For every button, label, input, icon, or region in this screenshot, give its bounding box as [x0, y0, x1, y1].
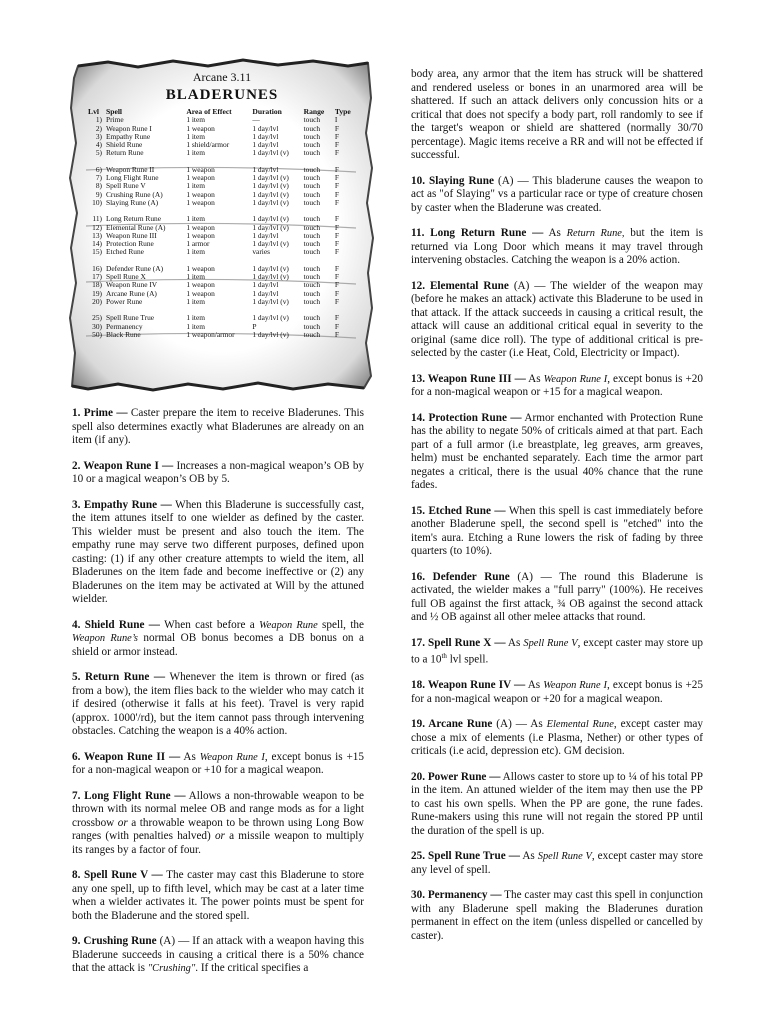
spell-range: touch [303, 115, 321, 125]
spell-name: Weapon Rune II [106, 164, 155, 174]
spell-name: Arcane Rune (A) [106, 288, 157, 298]
spell-range: touch [303, 164, 321, 174]
spell-level: 9) [95, 189, 102, 199]
spell-type: F [334, 239, 339, 249]
spell-area: 1 item [186, 148, 205, 158]
spell-area: 1 weapon [186, 280, 215, 290]
spell-desc-2 [72, 460, 364, 487]
spell-area: 1 weapon [186, 197, 215, 207]
spell-heading: 6. Weapon Rune II — [72, 750, 181, 763]
table-row [86, 248, 358, 256]
spell-area: 1 weapon [186, 123, 215, 133]
spell-desc-19 [411, 718, 703, 759]
spell-duration: 1 day/lvl (v) [252, 181, 289, 191]
spell-desc-6 [72, 751, 364, 778]
spell-reference: "Crushing" [147, 963, 196, 974]
col-header-duration: Duration [252, 107, 282, 116]
spell-type: F [334, 189, 339, 199]
spell-area: 1 item [186, 115, 205, 125]
spell-duration: 1 day/lvl [252, 280, 279, 290]
spell-duration: P [252, 321, 257, 331]
spell-range: touch [303, 329, 321, 339]
spell-range: touch [303, 148, 321, 158]
spell-duration: 1 day/lvl (v) [252, 263, 289, 273]
spell-heading: 12. Elemental Rune [411, 279, 509, 292]
spell-type: F [334, 329, 339, 339]
spell-area: 1 weapon [186, 230, 215, 240]
spell-name: Etched Rune [106, 247, 144, 257]
spell-level: 14) [92, 239, 102, 249]
spell-range: touch [303, 123, 321, 133]
spell-name: Spell Rune V [106, 181, 146, 191]
table-row [86, 149, 358, 157]
spell-reference: Weapon Rune I [543, 680, 607, 692]
spell-heading: 7. Long Flight Rune — [72, 789, 186, 802]
spell-duration: 1 day/lvl (v) [252, 173, 289, 183]
spell-text: The caster may cast this spell in conjunction with any Bladerune spell making the Bladerunes duration permanent in effect on the item (unless dispelled or cancelled by caster). [411, 889, 703, 942]
spell-desc-7 [72, 790, 364, 858]
spell-desc-20 [411, 771, 703, 839]
spell-range: touch [303, 181, 321, 191]
spell-text: spell, the [317, 618, 364, 631]
list-subtitle: Arcane 3.11 [192, 70, 252, 84]
spell-text: The caster may cast this Bladerune to store any one spell, up to fifth level, which may be cast at a later time when a wielder activates it. The power points must be spent for both the Bladerune and the stored spell. [72, 869, 365, 922]
spell-name: Elemental Rune (A) [106, 222, 166, 232]
spell-desc-1 [72, 407, 364, 448]
spell-name: Protection Rune [106, 239, 154, 249]
spell-desc-9 [72, 935, 364, 976]
spell-area: 1 item [186, 313, 205, 323]
spell-range: touch [303, 247, 321, 257]
spell-type: F [334, 263, 339, 273]
spell-type: F [334, 123, 339, 133]
spell-text: body area, any armor that the item has struck will be shattered and rendered useless or bones in an unarmored area will be shattered. If such an attack delivers only concussion hits or a critical that does not specify a body part, roll randomly to see if the target's weapon or shield are shattered (normally 30/70 percentage). Magic items receive a RR and will not be effected if successful. [411, 68, 703, 161]
spell-text: Whenever the item is thrown or fired (as from a bow), the item flies back to the wielder who may catch it if desired (otherwise it falls at his feet). Travel is very rapid (approx. 1000'/rd), but the item cannot pass through intervening obstacles. Catching the weapon is a 40% action. [72, 671, 365, 737]
spell-name: Slaying Rune (A) [106, 197, 159, 207]
spell-duration: 1 day/lvl [252, 140, 279, 150]
emphasis-or: or [117, 816, 128, 829]
spell-text: , except caster may store any level of spell. [411, 850, 703, 876]
spell-level: 6) [95, 164, 102, 174]
spell-desc-17 [411, 637, 703, 668]
spell-area: 1 weapon/armor [186, 329, 235, 339]
spell-heading: 30. Permanency — [411, 889, 502, 902]
right-column [411, 68, 703, 955]
spell-text: , except bonus is +20 for a non-magical weapon or +15 for a magical weapon. [411, 372, 703, 398]
spell-heading: 8. Spell Rune V — [72, 869, 163, 881]
spell-reference: Elemental Rune [546, 719, 614, 731]
spell-text: Allows caster to store up to ¼ of his total PP in the item. An attuned wielder of the item may then use the PP to cast his own spells. When the PP are gone, the rune fades. Rune-makers using this rune will not regain the stored PP until the duration of the spell is up. [411, 770, 703, 837]
col-header-area: Area of Effect [186, 107, 232, 116]
spell-duration: 1 day/lvl (v) [252, 313, 289, 323]
spell-type: F [334, 140, 339, 150]
spell-name: Empathy Rune [106, 131, 151, 141]
spell-level: 7) [95, 173, 102, 183]
spell-duration: 1 day/lvl (v) [252, 214, 289, 224]
spell-area: 1 weapon [186, 288, 215, 298]
spell-text: As [525, 372, 544, 385]
spell-name: Spell Rune X [106, 272, 146, 282]
spell-level: 30) [92, 321, 102, 331]
spell-heading: 4. Shield Rune — [72, 618, 160, 631]
spell-level: 17) [92, 272, 102, 282]
spell-heading: 3. Empathy Rune — [72, 498, 172, 511]
spell-range: touch [303, 296, 321, 306]
spell-type: F [334, 222, 339, 232]
spell-area: 1 item [186, 214, 205, 224]
table-row [86, 199, 358, 207]
spell-level: 3) [95, 131, 102, 141]
list-title: BLADERUNES [165, 87, 279, 103]
spell-text: Allows a non-throwable weapon to be thrown with its normal melee OB and range mods as for a light crossbow [72, 789, 364, 829]
col-header-type: Type [334, 107, 351, 116]
spell-name: Long Return Rune [106, 214, 162, 224]
spell-reference: Spell Rune V [523, 637, 578, 649]
spell-type: F [334, 280, 339, 290]
spell-name: Weapon Rune IV [106, 280, 158, 290]
spell-range: touch [303, 173, 321, 183]
spell-name: Long Flight Rune [106, 173, 159, 183]
spell-type: F [334, 197, 339, 207]
spell-level: 4) [95, 140, 102, 150]
spell-text: As [505, 636, 524, 649]
spell-level: 8) [95, 181, 102, 191]
spell-text: . If the critical specifies a [195, 962, 309, 974]
spell-range: touch [303, 239, 321, 249]
spell-duration: 1 day/lvl [252, 131, 279, 141]
spell-desc-3 [72, 499, 364, 607]
spell-area: 1 weapon [186, 164, 215, 174]
spell-name: Weapon Rune III [106, 230, 157, 240]
spell-type: F [334, 313, 339, 323]
spell-area: 1 weapon [186, 173, 215, 183]
spell-text: (A) — If an attack with a weapon having this Bladerune succeeds in causing a critical there is a 50% chance that the attack is [72, 935, 364, 974]
spell-desc-12 [411, 280, 703, 361]
spell-duration: 1 day/lvl (v) [252, 197, 289, 207]
spell-heading: 2. Weapon Rune I — [72, 459, 174, 472]
spell-level: 20) [92, 296, 102, 306]
spell-type: F [334, 214, 339, 224]
spell-range: touch [303, 280, 321, 290]
spell-level: 10) [92, 197, 102, 207]
spell-text: , except bonus is +15 for a non-magical weapon or +10 for a magical weapon. [72, 750, 364, 776]
spell-duration: 1 day/lvl (v) [252, 329, 289, 339]
spell-heading: 20. Power Rune — [411, 770, 501, 783]
spell-text: When this spell is cast immediately before another Bladerune spell, the second spell is "etched" into the item's aura. Etching a Rune lowers the risk of fading by three quarters (to 10%). [411, 504, 703, 557]
col-header-spell: Spell [106, 107, 123, 116]
spell-heading: 18. Weapon Rune IV — [411, 679, 526, 692]
spell-reference: Return Rune, [566, 228, 625, 239]
spell-name: Spell Rune True [106, 313, 155, 323]
spell-area: 1 weapon [186, 222, 215, 232]
spell-text: lvl spell. [446, 653, 489, 666]
spell-level: 5) [95, 148, 102, 158]
spell-level: 1) [95, 115, 102, 125]
spell-type: F [334, 296, 339, 306]
spell-duration: varies [252, 247, 271, 257]
spell-table-body [86, 116, 358, 339]
spell-text: normal OB bonus becomes a DB bonus on a shield or armor instead. [72, 632, 364, 658]
spell-text: As [525, 679, 544, 692]
spell-range: touch [303, 197, 321, 207]
emphasis-or: or [214, 830, 225, 842]
spell-type: F [334, 173, 339, 183]
spell-type: F [334, 164, 339, 174]
spell-duration: 1 day/lvl (v) [252, 296, 289, 306]
col-header-range: Range [303, 107, 325, 116]
spell-text: (A) — This bladerune causes the weapon to act as "of Slaying" vs a particular race or type of creature chosen by caster when the Bladerune was created. [411, 174, 704, 214]
spell-text: a throwable weapon to be thrown using Long Bow ranges (with penalties halved) [72, 816, 364, 842]
spell-text: a missile weapon to multiply its ranges by a factor of four. [72, 830, 365, 856]
spell-heading: 9. Crushing Rune [72, 935, 157, 947]
spell-text: Armor enchanted with Protection Rune has the ability to negate 50% of criticals aimed at that part. Each part of a full armor (i.e breastplate, leg greaves, arm greaves, helm) must be enchanted separately. Each time the armor part negates a critical, there is the usual 40% chance that the rune fades. [411, 411, 703, 491]
col-header-lvl: Lvl [88, 107, 99, 116]
spell-name: Return Rune [106, 148, 144, 158]
spell-duration: 1 day/lvl [252, 123, 279, 133]
spell-range: touch [303, 272, 321, 282]
spell-name: Shield Rune [106, 140, 143, 150]
spell-level: 16) [92, 263, 102, 273]
spell-duration: 1 day/lvl (v) [252, 272, 289, 282]
spell-desc-16 [411, 571, 703, 625]
spell-level: 50) [92, 329, 102, 339]
spell-reference: Weapon Rune I [543, 373, 608, 385]
spell-text: As [543, 227, 567, 239]
spell-desc-9-continued [411, 68, 703, 163]
spell-desc-13 [411, 373, 703, 400]
spell-type: F [334, 148, 339, 158]
spell-level: 13) [92, 230, 102, 240]
spell-text: When this Bladerune is successfully cast, the item attunes itself to one wielder as defined by the caster. This wielder must be present and also touch the item. The empathy rune may serve two different purposes, defined upon casting: (1) if any other creature attempts to wield the item, all Bladerunes on the item fade and become ineffective or (2) any Bladerunes on the item may be activated at Will by the attuned wielder. [72, 498, 364, 605]
spell-heading: 13. Weapon Rune III — [411, 372, 526, 385]
spell-text: As [519, 850, 538, 863]
spell-level: 11) [92, 214, 102, 224]
spell-text: Caster prepare the item to receive Bladerunes. This spell also determines exactly what Bladerunes are already on an item (if any). [72, 407, 364, 446]
spell-name: Black Rune [106, 329, 141, 339]
spell-area: 1 weapon [186, 189, 215, 199]
spell-range: touch [303, 230, 321, 240]
spell-range: touch [303, 288, 321, 298]
spell-desc-18 [411, 679, 703, 706]
spell-heading: 11. Long Return Rune — [411, 227, 544, 239]
spell-level: 12) [92, 222, 102, 232]
spell-type: F [334, 321, 339, 331]
left-column [72, 407, 364, 988]
spell-area: 1 weapon [186, 263, 215, 273]
spell-area: 1 item [186, 181, 205, 191]
spell-name: Prime [106, 115, 124, 125]
spell-text: (A) — The round this Bladerune is activated, the wielder makes a "full parry" (100%). He receives full OB against the first attack, ¾ OB against the second attack and ½ OB against all other melee attacks that round. [411, 570, 703, 623]
spell-type: F [334, 288, 339, 298]
spell-area: 1 item [186, 296, 205, 306]
spell-reference: Weapon Rune I [199, 751, 265, 763]
spell-heading: 15. Etched Rune — [411, 504, 506, 517]
spell-heading: 16. Defender Rune [411, 570, 510, 583]
spell-level: 2) [95, 123, 102, 133]
spell-level: 25) [92, 313, 102, 323]
spell-text: , except caster may chose a mix of elements (i.e Plasma, Nether) or other types of criticals (i.e acid, depression etc). GM decision. [411, 718, 703, 758]
spell-duration: 1 day/lvl [252, 288, 279, 298]
spell-name: Defender Rune (A) [106, 263, 164, 273]
spell-text: (A) — The wielder of the weapon may (before he makes an attack) activate this Bladerune to be used in that attack. If the attack succeeds in causing a critical result, the attack will cause an additional critical equal in severity to the original (same dice roll). The type of additional critical is pre-selected by the caster (i.e Heat, Cold, Electricity or Impact). [411, 279, 703, 359]
spell-type: I [334, 115, 338, 125]
spell-type: F [334, 131, 339, 141]
spell-range: touch [303, 189, 321, 199]
spell-duration: — [252, 115, 260, 125]
spell-range: touch [303, 131, 321, 141]
spell-type: F [334, 272, 339, 282]
spell-heading: 1. Prime — [72, 407, 128, 419]
spell-duration: 1 day/lvl (v) [252, 189, 289, 199]
spell-area: 1 armor [186, 239, 210, 249]
spell-desc-25 [411, 850, 703, 877]
spell-text: but the item is returned via Long Door which means it may travel through intervening obstacles. Catching the weapon is a 20% action. [411, 227, 703, 266]
spell-desc-4 [72, 619, 364, 660]
spell-heading: 10. Slaying Rune [411, 174, 494, 187]
spell-text: Increases a non-magical weapon’s OB by 10 or a magical weapon’s OB by 5. [72, 459, 365, 485]
spell-reference: Spell Rune V [537, 851, 592, 863]
spell-range: touch [303, 222, 321, 232]
spell-name: Weapon Rune I [106, 123, 152, 133]
spell-area: 1 item [186, 272, 205, 282]
spell-level: 15) [92, 247, 102, 257]
spell-heading: 19. Arcane Rune [411, 718, 493, 731]
spell-desc-11 [411, 227, 703, 268]
spell-desc-15 [411, 505, 703, 559]
spell-area: 1 item [186, 321, 205, 331]
spell-list-panel [86, 70, 358, 339]
spell-duration: 1 day/lvl (v) [252, 239, 289, 249]
spell-range: touch [303, 321, 321, 331]
spell-text: , except caster may store up to a 10 [411, 636, 703, 666]
spell-range: touch [303, 140, 321, 150]
spell-name: Permanency [106, 321, 143, 331]
spell-duration: 1 day/lvl (v) [252, 222, 289, 232]
spell-heading: 25. Spell Rune True — [411, 850, 520, 863]
spell-heading: 14. Protection Rune — [411, 411, 522, 424]
spell-type: F [334, 247, 339, 257]
table-row [86, 298, 358, 306]
spell-type: F [334, 230, 339, 240]
spell-desc-10 [411, 175, 703, 216]
spell-name: Power Rune [106, 296, 143, 306]
ordinal-suffix: th [441, 652, 447, 660]
spell-reference: Weapon Rune’s [72, 633, 138, 644]
spell-type: F [334, 181, 339, 191]
spell-duration: 1 day/lvl [252, 164, 279, 174]
spell-text: (A) — As [492, 718, 547, 731]
spell-desc-30 [411, 889, 703, 943]
spell-level: 19) [92, 288, 102, 298]
spell-desc-14 [411, 412, 703, 493]
spell-level: 18) [92, 280, 102, 290]
spell-range: touch [303, 313, 321, 323]
spell-area: 1 item [186, 247, 205, 257]
spell-heading: 5. Return Rune — [72, 671, 166, 683]
spell-duration: 1 day/lvl [252, 230, 279, 240]
table-row [86, 331, 358, 339]
spell-range: touch [303, 214, 321, 224]
spell-desc-8 [72, 869, 364, 923]
spell-text: When cast before a [159, 618, 260, 631]
spell-desc-5 [72, 671, 364, 739]
spell-table [86, 108, 358, 339]
spell-area: 1 shield/armor [186, 140, 230, 150]
spell-area: 1 item [186, 131, 205, 141]
spell-reference: Weapon Rune [259, 619, 318, 631]
spell-heading: 17. Spell Rune X — [411, 636, 506, 649]
spell-duration: 1 day/lvl (v) [252, 148, 289, 158]
spell-name: Crushing Rune (A) [106, 189, 163, 199]
spell-text: As [180, 750, 200, 763]
spell-range: touch [303, 263, 321, 273]
spell-text: , except bonus is +25 for a non-magical weapon or +20 for a magical weapon. [411, 679, 703, 705]
